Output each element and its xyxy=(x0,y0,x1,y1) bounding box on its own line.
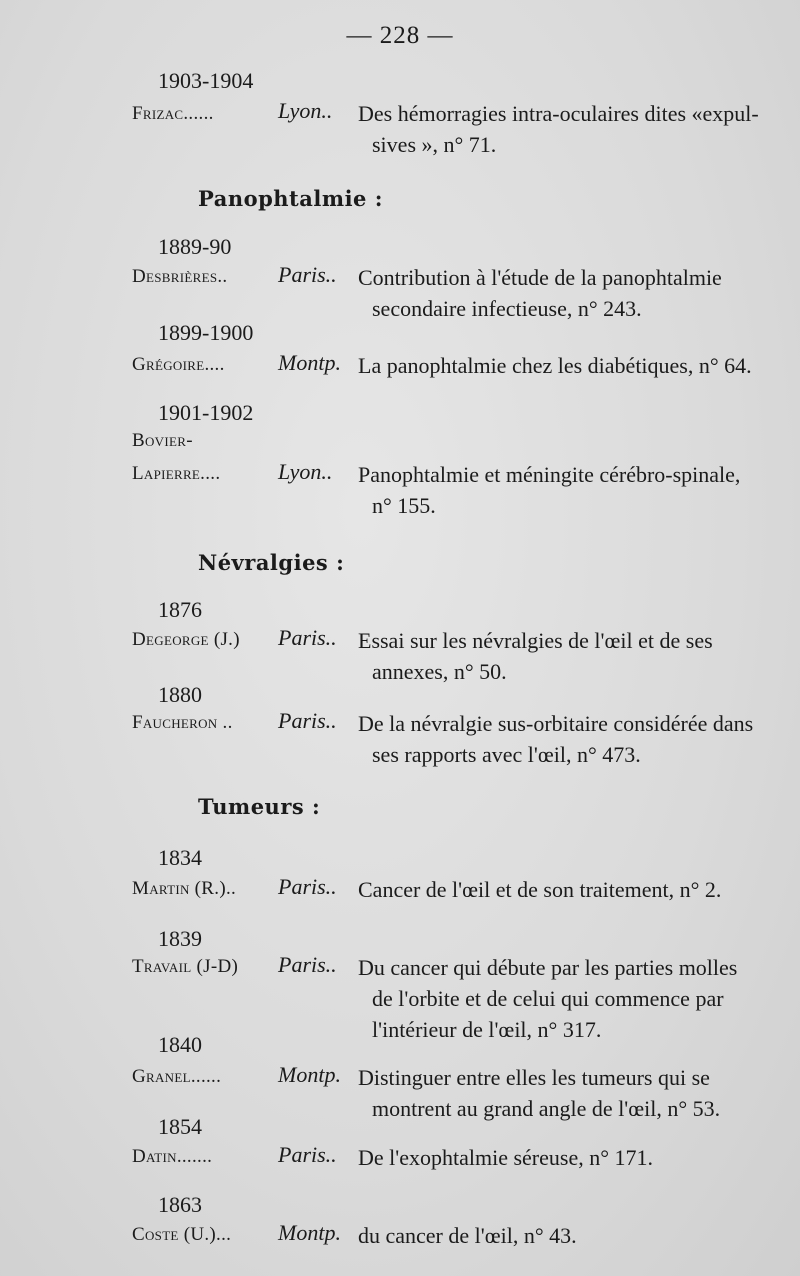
entry-author: Travail (J-D) xyxy=(132,956,239,977)
entry-author: Bovier- xyxy=(132,430,193,451)
entry-title xyxy=(358,1142,768,1173)
entry-city: Paris.. xyxy=(278,952,337,977)
entry-title xyxy=(358,1062,768,1124)
entry-title xyxy=(358,625,768,687)
section-heading: Tumeurs : xyxy=(198,794,321,819)
entry-title xyxy=(358,98,768,160)
title-line: secondaire infectieuse, n° 243. xyxy=(372,296,642,321)
entry-city: Lyon.. xyxy=(278,98,333,123)
entry-year: 1889-90 xyxy=(158,234,232,259)
entry-author: Coste (U.)... xyxy=(132,1224,232,1245)
entry-city: Paris.. xyxy=(278,1142,337,1167)
entry-city: Montp. xyxy=(278,1062,341,1087)
title-line: l'intérieur de l'œil, n° 317. xyxy=(372,1017,602,1042)
entry-author: Martin (R.).. xyxy=(132,878,237,899)
entry-author: Datin....... xyxy=(132,1146,213,1167)
entry-year: 1854 xyxy=(158,1114,202,1139)
title-line: sives », n° 71. xyxy=(372,132,497,157)
title-line: ses rapports avec l'œil, n° 473. xyxy=(372,742,641,767)
entry-city: Paris.. xyxy=(278,625,337,650)
section-heading: Panophtalmie : xyxy=(198,186,383,211)
title-line: Essai sur les névralgies de l'œil et de ses xyxy=(358,628,713,653)
entry-city: Paris.. xyxy=(278,874,337,899)
page-number: — 228 — xyxy=(346,22,454,49)
section-heading: Névralgies : xyxy=(198,550,345,575)
entry-city: Paris.. xyxy=(278,708,337,733)
title-line: Distinguer entre elles les tumeurs qui se xyxy=(358,1065,710,1090)
title-line: De l'exophtalmie séreuse, n° 171. xyxy=(358,1145,654,1170)
entry-title xyxy=(358,262,768,324)
entry-author: Granel...... xyxy=(132,1066,222,1087)
title-line: du cancer de l'œil, n° 43. xyxy=(358,1223,577,1248)
entry-city: Paris.. xyxy=(278,262,337,287)
entry-city: Montp. xyxy=(278,1220,341,1245)
entry-title xyxy=(358,874,768,905)
title-line: De la névralgie sus-orbitaire considérée dans xyxy=(358,711,754,736)
entry-year: 1903-1904 xyxy=(158,68,254,93)
entry-title xyxy=(358,708,768,770)
entry-author: Degeorge (J.) xyxy=(132,629,240,650)
entry-author: Desbrières.. xyxy=(132,266,228,287)
entry-year: 1834 xyxy=(158,845,202,870)
entry-year: 1876 xyxy=(158,597,202,622)
entry-city: Montp. xyxy=(278,350,341,375)
title-line: Des hémorragies intra-oculaires dites «expul- xyxy=(358,101,759,126)
entry-author: Faucheron .. xyxy=(132,712,233,733)
entry-year: 1880 xyxy=(158,682,202,707)
title-line: n° 155. xyxy=(372,493,436,518)
title-line: Du cancer qui débute par les parties molles xyxy=(358,955,738,980)
entry-author: Grégoire.... xyxy=(132,354,225,375)
title-line: Contribution à l'étude de la panophtalmie xyxy=(358,265,722,290)
title-line: annexes, n° 50. xyxy=(372,659,507,684)
title-line: Cancer de l'œil et de son traitement, n° 2. xyxy=(358,877,722,902)
entry-title xyxy=(358,350,768,381)
title-line: Panophtalmie et méningite cérébro-spinale, xyxy=(358,462,741,487)
entry-year: 1839 xyxy=(158,926,202,951)
title-line: montrent au grand angle de l'œil, n° 53. xyxy=(372,1096,721,1121)
entry-year: 1840 xyxy=(158,1032,202,1057)
title-line: La panophtalmie chez les diabétiques, n° 64. xyxy=(358,353,752,378)
entry-year: 1899-1900 xyxy=(158,320,254,345)
entry-year: 1863 xyxy=(158,1192,202,1217)
entry-author-continued: Lapierre.... xyxy=(132,463,221,484)
entry-title xyxy=(358,1220,768,1251)
entry-author: Frizac...... xyxy=(132,103,214,124)
title-line: de l'orbite et de celui qui commence par xyxy=(372,986,724,1011)
entry-year: 1901-1902 xyxy=(158,400,254,425)
entry-title xyxy=(358,459,768,521)
entry-city: Lyon.. xyxy=(278,459,333,484)
entry-title xyxy=(358,952,768,1045)
